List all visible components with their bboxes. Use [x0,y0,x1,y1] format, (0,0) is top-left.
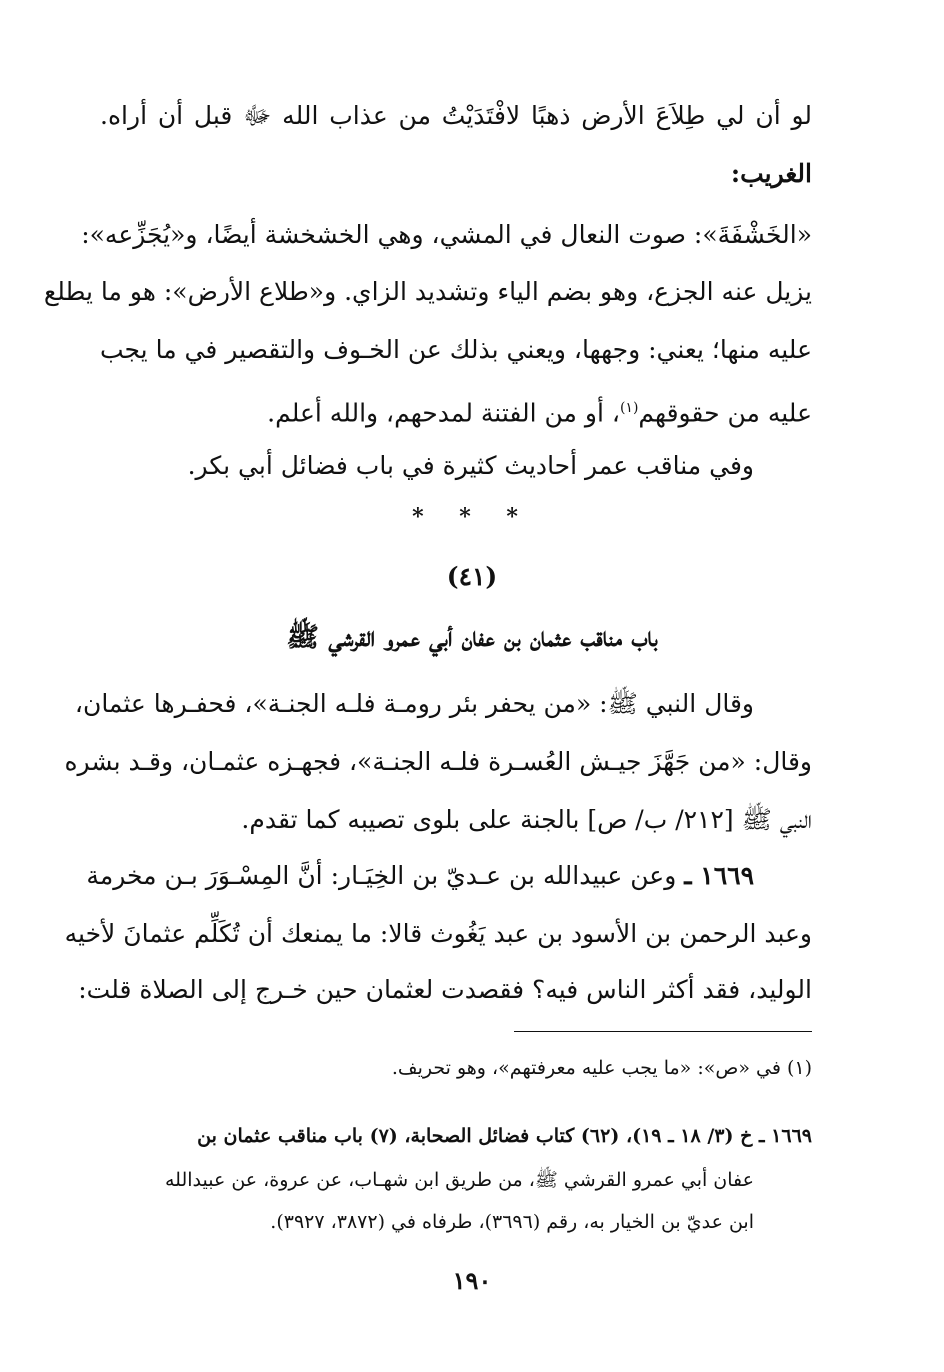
body-line: الوليد، فقد أكثر الناس فيه؟ فقصدت لعثمان حين خـرج إلى الصلاة قلت: [78,975,812,1004]
footnote: (١) في «ص»: «ما يجب عليه معرفتهم»، وهو تحريف. [391,1057,812,1079]
body-line: النبي ﷺ [٢١٢/ ب/ ص] بالجنة على بلوى تصيبه كما تقدم. [241,805,812,834]
body-line: عليه منها؛ يعني: وجهها، ويعني بذلك عن الخـوف والتقصير في ما يجب [100,335,812,364]
body-line: وقال: «من جَهَّزَ جيـش العُسـرة فلـه الجنـة»، فجهـزه عثمـان، وقـد بشره [64,747,812,776]
body-line [86,856,754,896]
takhrij-line: عفان أبي عمرو القرشي ﷺ، من طريق ابن شهـاب، عن عروة، عن عبيدالله [164,1169,754,1191]
body-text: ، أو من الفتنة لمدحهم، والله أعلم. [267,398,620,428]
body-line: يزيل عنه الجزع، وهو بضم الياء وتشديد الزاي. و«طلاع الأرض»: هو ما يطلع [43,277,812,306]
hadith-number: ١٦٦٩ ـ [684,861,754,890]
body-line: «الخَشْفَةَ»: صوت النعال في المشي، وهي الخشخشة أيضًا، و«يُجَزِّعه»: [81,220,812,249]
body-line [100,388,812,433]
footnote-separator-rule [514,1031,812,1032]
section-separator: * * * [412,504,532,530]
body-line: وفي مناقب عمر أحاديث كثيرة في باب فضائل أبي بكر. [187,451,754,480]
body-line: وعبد الرحمن بن الأسود بن عبد يَغُوث قالا: ما يمنعك أن تُكَلِّم عثمانَ لأخيه [64,919,812,948]
body-text: عليه من حقوقهم [638,398,812,428]
takhrij-line: ١٦٦٩ ـ خ (٣/ ١٨ ـ ١٩)، (٦٢) كتاب فضائل الصحابة، (٧) باب مناقب عثمان بن [197,1125,812,1147]
body-text: وعن عبيدالله بن عـديّ بن الخِيَـار: أنَّ المِسْـوَرَ بـن مخرمة [86,861,677,890]
takhrij-line: ابن عديّ بن الخيار به، رقم (٣٦٩٦)، طرفاه في (٣٨٧٢، ٣٩٢٧). [270,1211,754,1233]
chapter-number: (٤١) [446,562,498,591]
footnote-reference: (١) [619,400,639,416]
body-line: وقال النبي ﷺ: «من يحفر بئر رومـة فلـه الجنـة»، فحفـرها عثمان، [74,689,754,718]
section-heading-gharib: الغريب: [730,159,812,188]
chapter-title: باب مناقب عثمان بن عفان أبي عمرو القرشي ﷺ [286,622,658,653]
page-number: ١٩٠ [452,1266,492,1295]
body-line: لو أن لي طِلاَعَ الأرض ذهبًا لافْتَدَيْتُ من عذاب الله ﷻ قبل أن أراه. [100,101,812,130]
